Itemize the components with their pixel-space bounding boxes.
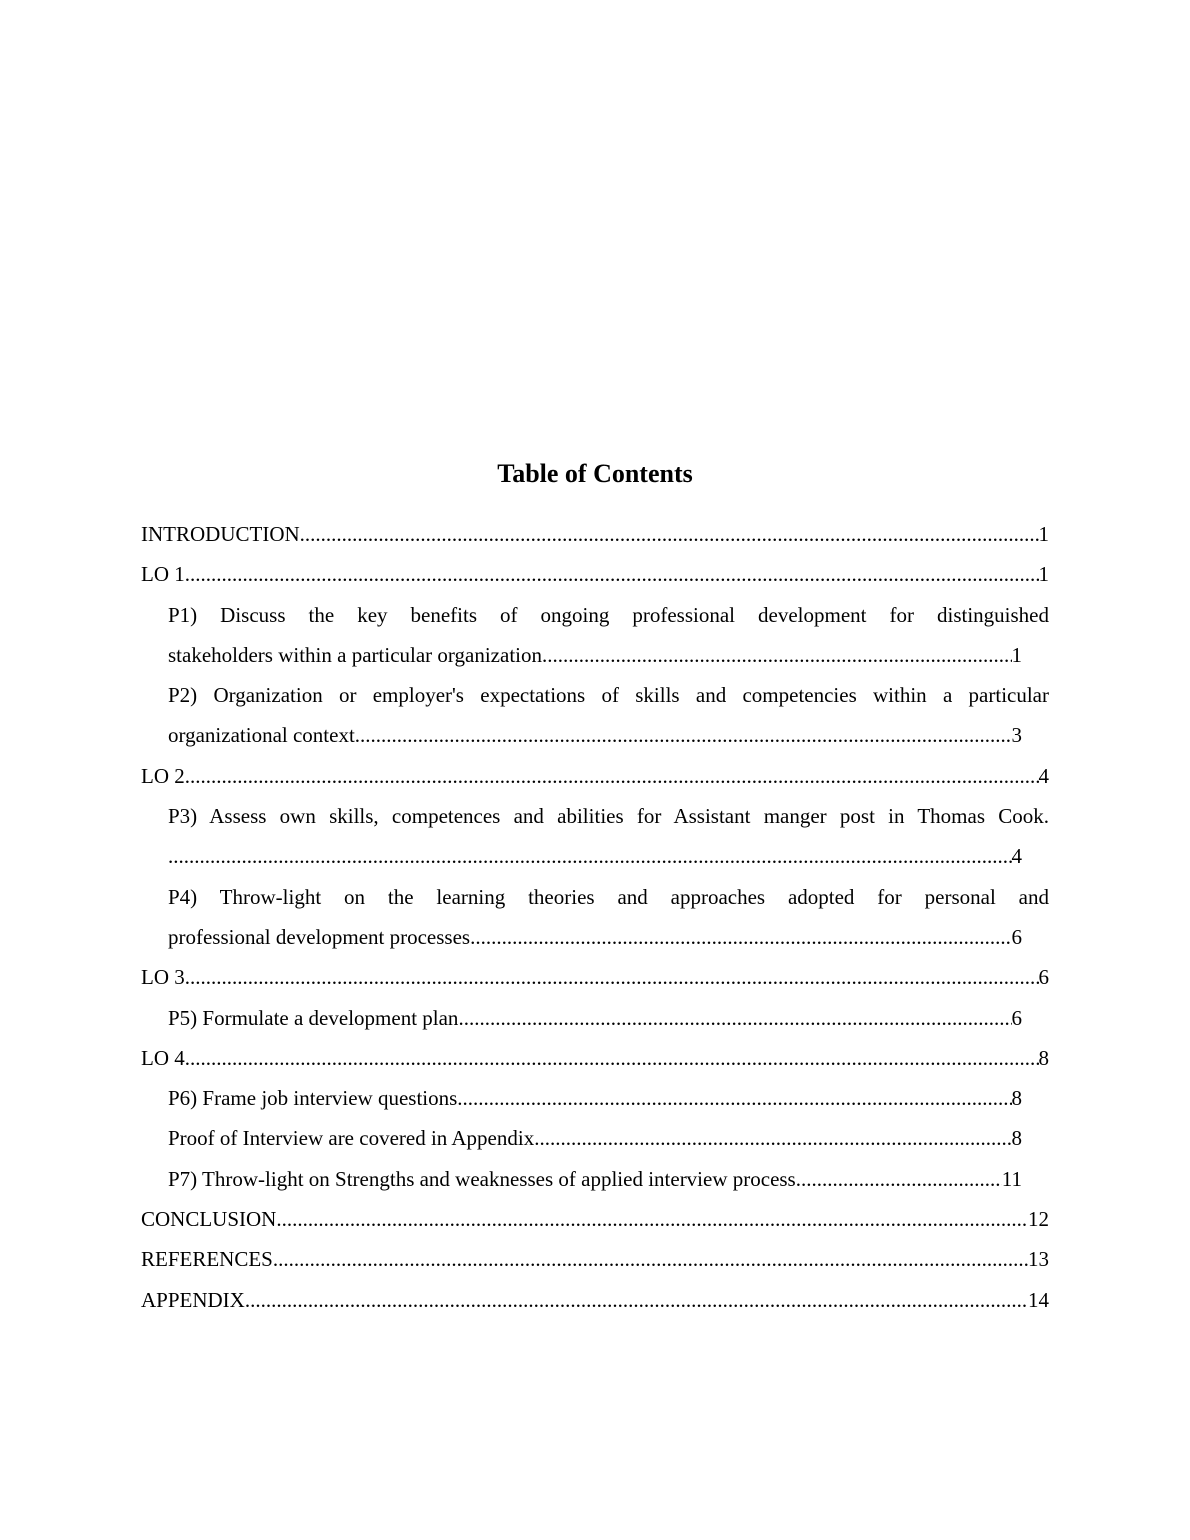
- toc-entry-label: Proof of Interview are covered in Appendix: [168, 1126, 535, 1151]
- toc-entry-label: LO 3: [141, 965, 185, 990]
- toc-entry-introduction[interactable]: [141, 514, 1049, 554]
- toc-entry-lo2[interactable]: [141, 756, 1049, 796]
- toc-entry-page: 6: [1012, 998, 1023, 1038]
- toc-entry-proof-of-interview[interactable]: [168, 1118, 1022, 1158]
- toc-entry-p1-line1[interactable]: P1) Discuss the key benefits of ongoing professional development for distinguished: [168, 602, 1049, 627]
- toc-entry-page: 1: [1039, 514, 1050, 554]
- toc-entry-label: stakeholders within a particular organization: [168, 642, 542, 667]
- toc-entry-p3[interactable]: [168, 836, 1022, 876]
- toc-entry-p1[interactable]: [168, 635, 1022, 675]
- toc-entry-page: 1: [1039, 554, 1050, 594]
- toc-entry-label: P5) Formulate a development plan: [168, 1005, 459, 1030]
- toc-entry-page: 6: [1039, 957, 1050, 997]
- toc-entry-page: 8: [1012, 1118, 1023, 1158]
- toc-entry-page: 11: [1002, 1159, 1022, 1199]
- toc-entry-page: 14: [1028, 1280, 1049, 1320]
- toc-entry-label: LO 1: [141, 562, 185, 587]
- toc-entry-label: CONCLUSION: [141, 1207, 277, 1232]
- toc-entry-lo3[interactable]: [141, 957, 1049, 997]
- toc-entry-appendix[interactable]: [141, 1280, 1049, 1320]
- toc-entry-label: REFERENCES: [141, 1247, 273, 1272]
- toc-entry-label: organizational context: [168, 723, 355, 748]
- toc-entry-page: 4: [1039, 756, 1050, 796]
- toc-entry-p4-line1[interactable]: P4) Throw-light on the learning theories and approaches adopted for personal and: [168, 884, 1049, 909]
- toc-entry-label: APPENDIX: [141, 1287, 245, 1312]
- toc-entry-page: 12: [1028, 1199, 1049, 1239]
- toc-entry-label: P6) Frame job interview questions: [168, 1086, 458, 1111]
- toc-entry-page: 1: [1012, 635, 1023, 675]
- toc-entry-label: LO 4: [141, 1045, 185, 1070]
- toc-entry-p7[interactable]: [168, 1159, 1022, 1199]
- toc-entry-page: 8: [1012, 1078, 1023, 1118]
- table-of-contents: [141, 514, 1049, 1320]
- toc-entry-label: INTRODUCTION: [141, 522, 300, 546]
- toc-entry-label: P7) Throw-light on Strengths and weaknesses of applied interview process: [168, 1166, 796, 1191]
- toc-entry-label: professional development processes: [168, 924, 471, 949]
- toc-entry-lo4[interactable]: [141, 1038, 1049, 1078]
- toc-title: Table of Contents: [497, 459, 693, 488]
- toc-entry-p5[interactable]: [168, 998, 1022, 1038]
- toc-entry-p4[interactable]: [168, 917, 1022, 957]
- toc-entry-label: LO 2: [141, 763, 185, 788]
- toc-entry-lo1[interactable]: [141, 554, 1049, 594]
- toc-entry-p6[interactable]: [168, 1078, 1022, 1118]
- toc-entry-references[interactable]: [141, 1239, 1049, 1279]
- toc-entry-p2[interactable]: [168, 715, 1022, 755]
- toc-entry-p3-line1[interactable]: P3) Assess own skills, competences and abilities for Assistant manger post in Thomas Cook.: [168, 804, 1049, 829]
- toc-entry-conclusion[interactable]: [141, 1199, 1049, 1239]
- toc-entry-page: 4: [1012, 836, 1023, 876]
- toc-entry-page: 8: [1039, 1038, 1050, 1078]
- toc-entry-p2-line1[interactable]: P2) Organization or employer's expectations of skills and competencies within a particular: [168, 683, 1049, 708]
- toc-entry-page: 6: [1012, 917, 1023, 957]
- toc-entry-page: 13: [1028, 1239, 1049, 1279]
- toc-entry-page: 3: [1012, 715, 1023, 755]
